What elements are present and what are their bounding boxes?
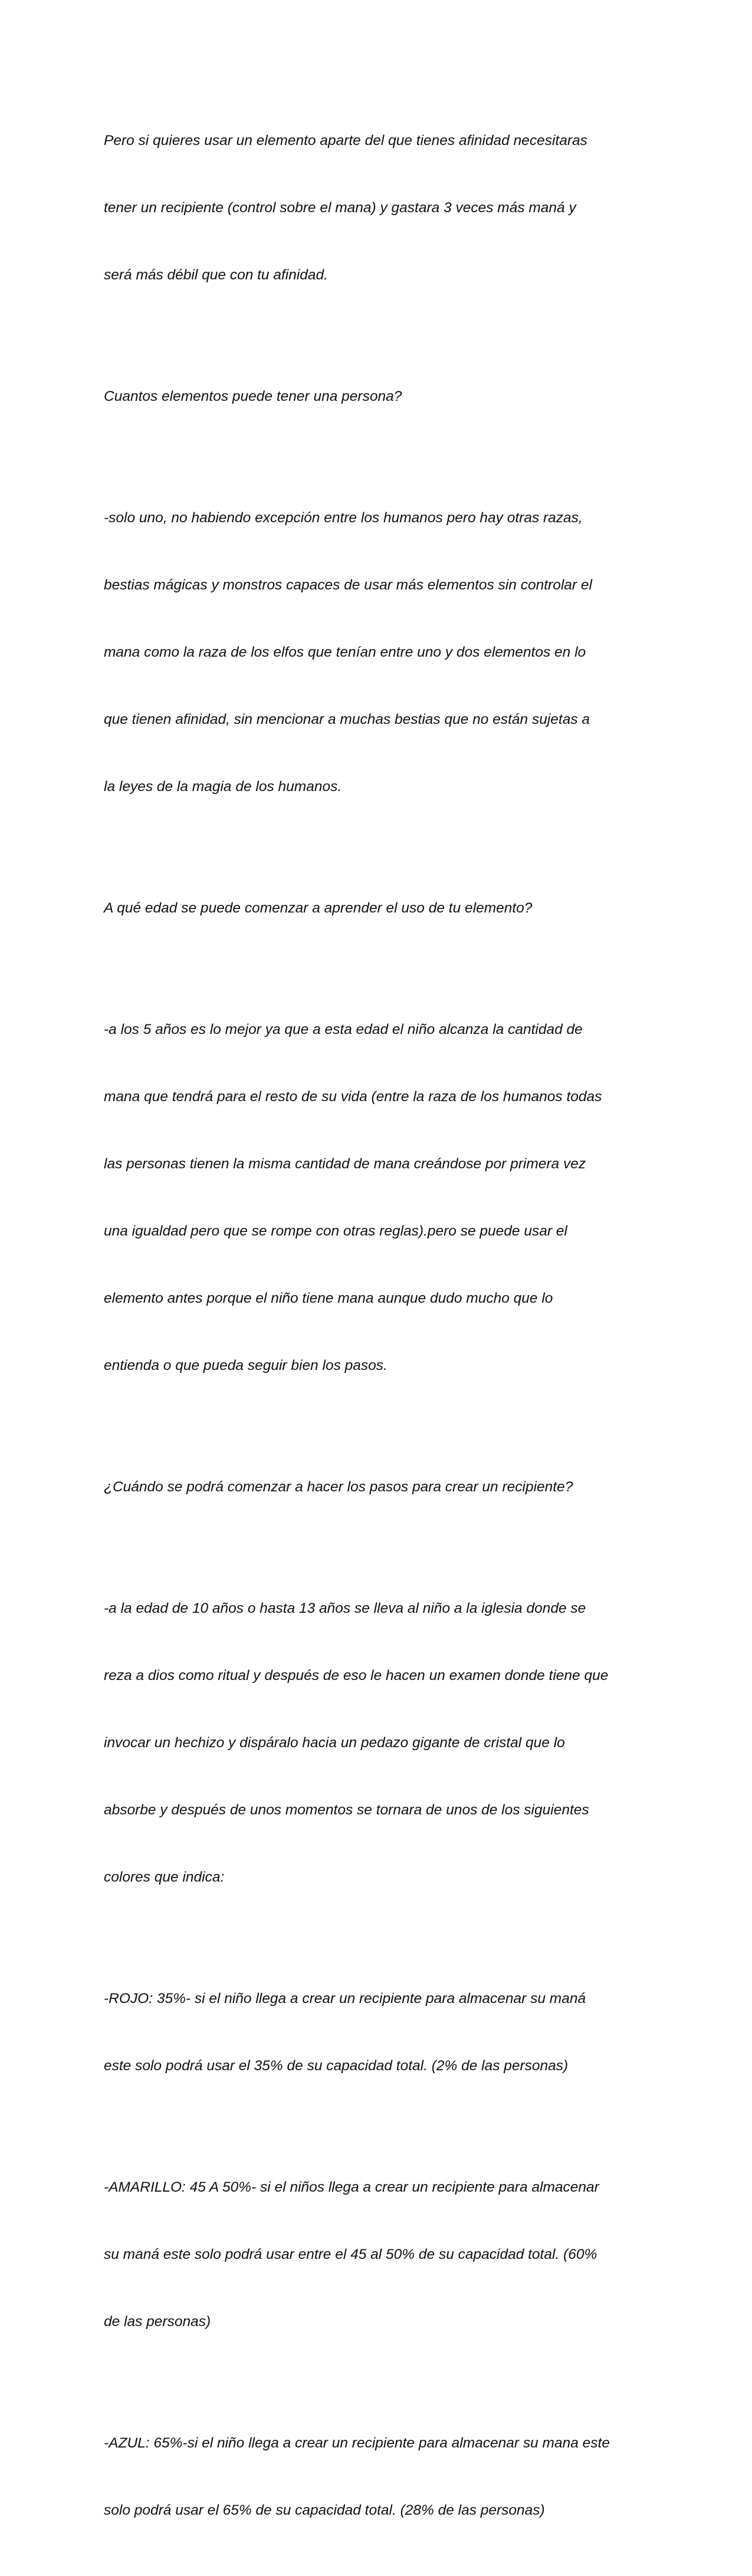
text-line: su maná este solo podrá usar entre el 45 al 50% de su capacidad total. (60%: [104, 2246, 597, 2262]
document-body: [104, 85, 658, 2576]
answer-recipient-steps: [104, 1553, 658, 1933]
text-line: -AMARILLO: 45 A 50%- si el niños llega a crear un recipiente para almacenar: [104, 2179, 599, 2195]
text-line: elemento antes porque el niño tiene mana aunque dudo mucho que lo: [104, 1290, 553, 1306]
text-line: solo podrá usar el 65% de su capacidad total. (28% de las personas): [104, 2502, 545, 2518]
answer-elements-count: [104, 462, 658, 843]
text-line: A qué edad se puede comenzar a aprender el uso de tu elemento?: [104, 900, 533, 916]
text-line: -AZUL: 65%-si el niño llega a crear un recipiente para almacenar su mana este: [104, 2435, 610, 2451]
text-line: bestias mágicas y monstros capaces de usar más elementos sin controlar el: [104, 577, 592, 593]
text-line: ¿Cuándo se podrá comenzar a hacer los pasos para crear un recipiente?: [104, 1479, 573, 1495]
text-line: -a la edad de 10 años o hasta 13 años se lleva al niño a la iglesia donde se: [104, 1600, 586, 1616]
text-line: reza a dios como ritual y después de eso le hacen un examen donde tiene que: [104, 1668, 609, 1684]
text-line: una igualdad pero que se rompe con otras reglas).pero se puede usar el: [104, 1223, 567, 1239]
text-line: que tienen afinidad, sin mencionar a muchas bestias que no están sujetas a: [104, 711, 590, 727]
text-line: de las personas): [104, 2314, 211, 2330]
text-line: Pero si quieres usar un elemento aparte del que tienes afinidad necesitaras: [104, 133, 587, 149]
text-line: Cuantos elementos puede tener una persona?: [104, 388, 402, 404]
text-line: mana como la raza de los elfos que tenían entre uno y dos elementos en lo: [104, 644, 586, 660]
color-entry-blue: [104, 2387, 658, 2567]
color-entry-yellow: [104, 2132, 658, 2378]
text-line: tener un recipiente (control sobre el mana) y gastara 3 veces más maná y: [104, 200, 576, 216]
answer-starting-age: [104, 974, 658, 1422]
text-line: este solo podrá usar el 35% de su capacidad total. (2% de las personas): [104, 2058, 569, 2074]
text-line: la leyes de la magia de los humanos.: [104, 779, 342, 795]
text-line: las personas tienen la misma cantidad de mana creándose por primera vez: [104, 1156, 586, 1172]
text-line: mana que tendrá para el resto de su vida (entre la raza de los humanos todas: [104, 1089, 602, 1105]
text-line: colores que indica:: [104, 1869, 225, 1885]
text-line: absorbe y después de unos momentos se tornara de unos de los siguientes: [104, 1802, 589, 1818]
question-elements-count: [104, 341, 658, 453]
text-line: será más débil que con tu afinidad.: [104, 267, 328, 283]
question-recipient-steps: [104, 1431, 658, 1543]
paragraph-affinity-note: [104, 85, 658, 331]
text-line: invocar un hechizo y dispáralo hacia un pedazo gigante de cristal que lo: [104, 1735, 565, 1751]
question-starting-age: [104, 852, 658, 964]
color-entry-red: [104, 1943, 658, 2122]
text-line: -solo uno, no habiendo excepción entre los humanos pero hay otras razas,: [104, 510, 583, 526]
text-line: entienda o que pueda seguir bien los pasos.: [104, 1358, 388, 1373]
text-line: -a los 5 años es lo mejor ya que a esta edad el niño alcanza la cantidad de: [104, 1022, 583, 1037]
text-line: -ROJO: 35%- si el niño llega a crear un recipiente para almacenar su maná: [104, 1991, 586, 2007]
